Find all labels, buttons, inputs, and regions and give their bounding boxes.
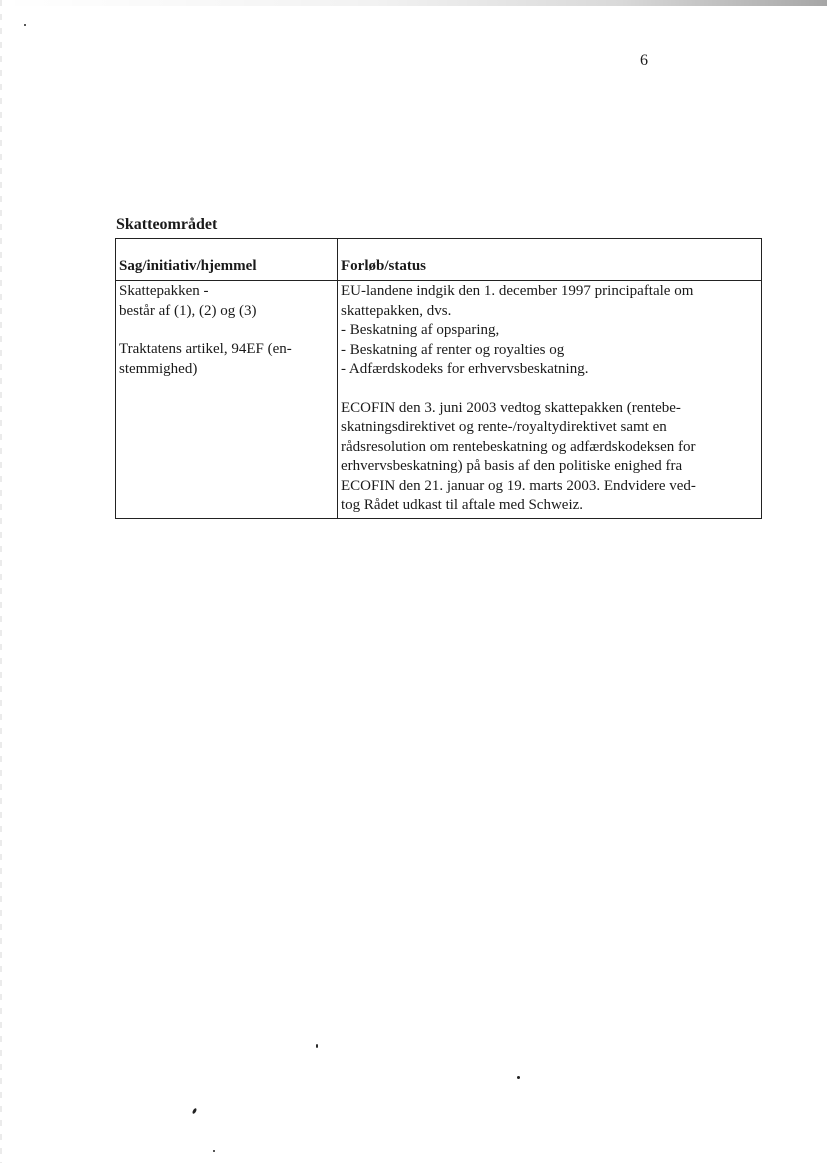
status-line: erhvervsbeskatning) på basis af den politiske enighed fra [341, 458, 683, 474]
scan-edge-left [0, 0, 2, 1163]
status-line: - Beskatning af renter og royalties og [341, 341, 565, 358]
table-row [116, 281, 762, 519]
status-line: tog Rådet udkast til aftale med Schweiz. [341, 497, 584, 513]
status-line: EU-landene indgik den 1. december 1997 principaftale om [341, 283, 694, 299]
table-header-row [116, 239, 762, 281]
scan-speck [316, 1044, 318, 1048]
page-number: 6 [640, 52, 648, 69]
status-line: ECOFIN den 3. juni 2003 vedtog skattepakken (rentebe- [341, 399, 681, 416]
case-line: består af (1), (2) og (3) [119, 302, 257, 319]
status-line: ECOFIN den 21. januar og 19. marts 2003. Endvidere ved- [341, 477, 696, 494]
header-status: Forløb/status [338, 239, 762, 281]
status-cell [338, 281, 762, 519]
status-table [115, 238, 762, 519]
legal-basis-line: stemmighed) [119, 360, 198, 377]
status-line: - Adfærdskodeks for erhvervsbeskatning. [341, 361, 589, 377]
case-line: Skattepakken - [119, 283, 209, 299]
section-title: Skatteområdet [116, 216, 218, 233]
status-line: rådsresolution om rentebeskatning og adfærdskodeksen for [341, 438, 696, 455]
header-case: Sag/initiativ/hjemmel [116, 239, 338, 281]
legal-basis-line: Traktatens artikel, 94EF (en- [119, 341, 292, 357]
status-line: skattepakken, dvs. [341, 302, 452, 319]
status-line: - Beskatning af opsparing, [341, 322, 500, 338]
scan-speck [192, 1108, 198, 1115]
status-line: skatningsdirektivet og rente-/royaltydirektivet samt en [341, 419, 667, 435]
case-cell [116, 281, 338, 519]
scan-edge-top [0, 0, 827, 6]
scan-speck [213, 1150, 215, 1152]
scan-speck [517, 1076, 520, 1079]
scan-speck [24, 24, 26, 26]
